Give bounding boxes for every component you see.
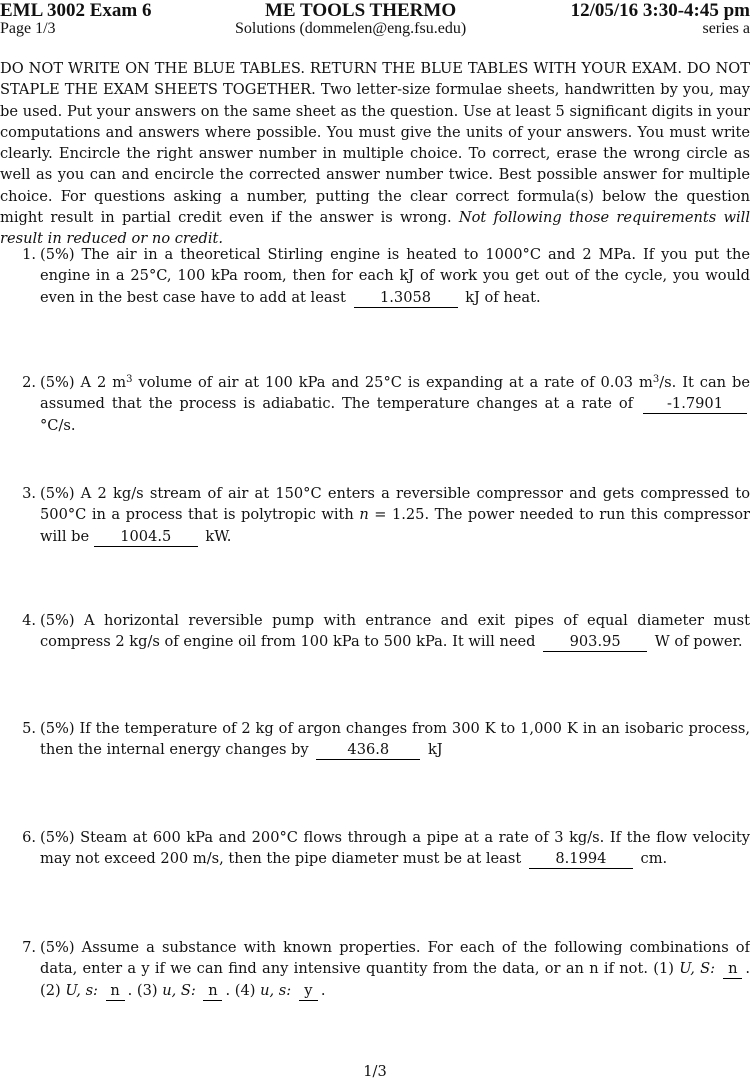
question-text: (5%) Assume a substance with known properties. For each of the following combinations of data, enter a y if we can find any intensive quantity from the data, or an n if not.	[40, 939, 750, 978]
instructions-text: DO NOT WRITE ON THE BLUE TABLES. RETURN THE BLUE TABLES WITH YOUR EXAM. DO NOT STAPLE THE EXAM SHEETS TOGETHER. Two letter-size formulae sheets, handwritten by you, may be used. Put your answers on the same sheet as the question. Use at least 5 significant digits in your computations and answers where possible. You must give the units of your answers. You must write clearly. Encircle the right answer number in multiple choice. To correct, erase the wrong circle as well as you can and encircle the corrected answer number twice. Best possible answer for multiple choice. For questions asking a number, putting the clear correct formula(s) below the question might result in partial credit even if the answer is wrong.	[0, 60, 750, 227]
topic-title: ME TOOLS THERMO	[265, 0, 457, 21]
question-5	[18, 718, 750, 761]
combo-label: (3)	[136, 981, 158, 999]
question-6	[18, 827, 750, 870]
question-text: (5%) The air in a theoretical Stirling engine is heated to 1000°C and 2 MPa. If you put the engine in a 25°C, 100 kPa room, then for each kJ of work you get out of the cycle, you would even in the best case have to add at least	[40, 246, 750, 306]
question-3	[18, 483, 750, 547]
instructions	[0, 58, 750, 250]
exam-datetime: 12/05/16 3:30-4:45 pm	[570, 0, 750, 21]
question-text: (5%) Steam at 600 kPa and 200°C flows through a pipe at a rate of 3 kg/s. If the flow velocity may not exceed 200 m/s, then the pipe diameter must be at least	[40, 829, 750, 868]
solutions-contact: Solutions (dommelen@eng.fsu.edu)	[235, 20, 467, 37]
combo-answer-field[interactable]: n	[106, 981, 125, 1001]
answer-unit: kW.	[205, 527, 232, 545]
answer-field[interactable]: 436.8	[316, 740, 420, 760]
answer-unit: °C/s.	[40, 416, 76, 434]
question-number: 7.	[22, 939, 36, 956]
page-number: 1/3	[363, 1063, 387, 1080]
exam-series: series a	[702, 20, 750, 37]
answer-field[interactable]: -1.7901	[643, 394, 747, 414]
question-text: volume of air at 100 kPa and 25°C is expanding at a rate of 0.03 m	[132, 374, 653, 391]
question-7: 7. (5%) Assume a substance with known properties. For each of the following combinations of data, enter a y if we can find any intensive quantity from the data, or an n if not. (1) U, S: n . (2) U, s: n . (3) u, S: n . (4) u, s: y .	[18, 937, 750, 1001]
question-4	[18, 610, 750, 653]
answer-field[interactable]: 1.3058	[354, 288, 458, 308]
question-1	[18, 244, 750, 308]
answer-field[interactable]: 903.95	[543, 632, 647, 652]
question-text: (5%) A 2 m	[40, 374, 127, 391]
question-number: 5.	[22, 720, 36, 737]
question-text: (5%) If the temperature of 2 kg of argon changes from 300 K to 1,000 K in an isobaric process, then the internal energy changes by	[40, 720, 750, 759]
combo-label: (2)	[40, 981, 61, 999]
math-variable: n	[359, 506, 369, 524]
superscript: 3	[652, 374, 660, 385]
question-number: 3.	[22, 485, 36, 502]
question-number: 4.	[22, 612, 36, 629]
combo-variables: U, s:	[65, 981, 98, 999]
instructions-warning: Not following those requirements will result in reduced or no credit.	[0, 209, 750, 248]
question-text: /s. It can be assumed that the process is adiabatic. The temperature changes at a rate of	[40, 374, 750, 413]
question-text: (5%) A 2 kg/s stream of air at 150°C enters a reversible compressor and gets compressed to 500°C in a process that is polytropic with	[40, 485, 750, 524]
combo-variables: u, s:	[260, 981, 292, 999]
combo-answer-field[interactable]: n	[723, 959, 742, 979]
question-text: = 1.25. The power needed to run this compressor will be	[40, 506, 750, 545]
combo-answer-field[interactable]: y	[299, 981, 318, 1001]
answer-field[interactable]: 8.1994	[529, 849, 633, 869]
course-title: EML 3002 Exam 6	[0, 0, 152, 21]
answer-unit: W of power.	[654, 633, 743, 651]
combo-variables: u, S:	[162, 981, 196, 999]
superscript: 3	[126, 374, 133, 385]
combo-label: (4)	[234, 981, 256, 999]
combo-variables: U, S:	[679, 960, 716, 978]
combo-label: (1)	[653, 960, 674, 978]
question-2	[18, 372, 750, 436]
answer-unit: cm.	[640, 850, 668, 868]
question-number: 6.	[22, 829, 36, 846]
answer-unit: kJ	[427, 741, 443, 759]
answer-field[interactable]: 1004.5	[94, 527, 198, 547]
question-number: 2.	[22, 374, 36, 391]
question-text: (5%) A horizontal reversible pump with entrance and exit pipes of equal diameter must compress 2 kg/s of engine oil from 100 kPa to 500 kPa. It will need	[40, 612, 750, 651]
page-indicator: Page 1/3	[0, 20, 56, 37]
answer-unit: kJ of heat.	[465, 288, 541, 306]
combo-answer-field[interactable]: n	[203, 981, 222, 1001]
question-number: 1.	[22, 246, 36, 263]
